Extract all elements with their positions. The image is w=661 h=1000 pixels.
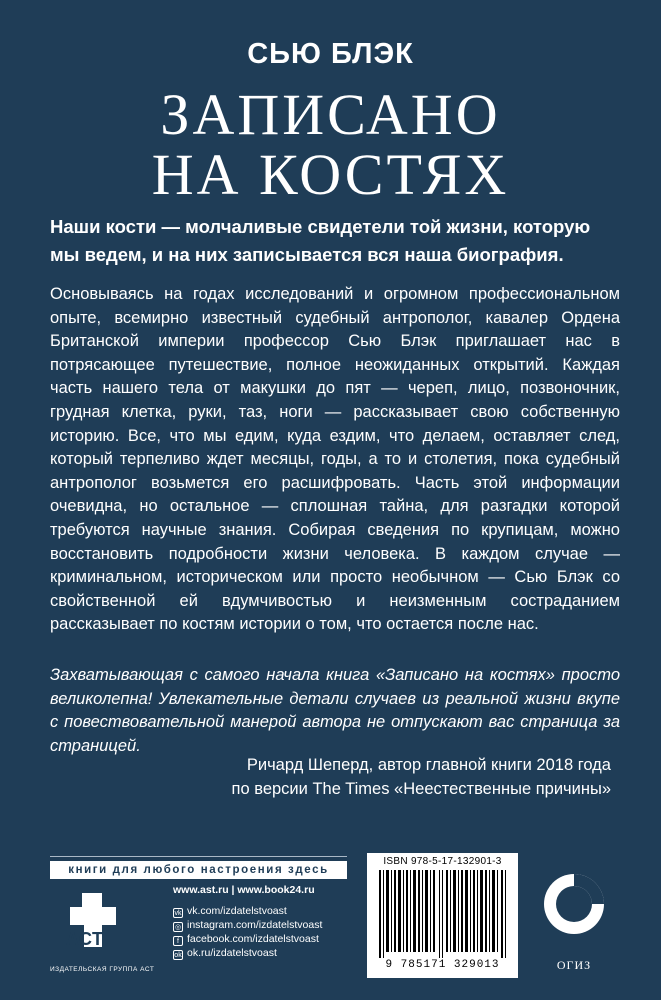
social-link-text: facebook.com/izdatelstvoast (187, 933, 319, 945)
review-attribution (111, 754, 611, 801)
attribution-line-2: по версии The Times «Неестественные причины» (231, 779, 611, 798)
publisher-sites: www.ast.ru | www.book24.ru (173, 884, 315, 896)
book-title-line-1: ЗАПИСАНО (160, 82, 501, 147)
facebook-icon: f (173, 936, 183, 946)
social-link-text: instagram.com/izdatelstvoast (187, 919, 323, 931)
description-text: Основываясь на годах исследований и огромном профессиональном опыте, всемирно известный судебный антрополог, кавалер Ордена Британской империи профессор Сью Блэк приглашает нас в потрясающее путешествие, полное неожиданных открытий. Каждая часть нашего тела от макушки до пят — череп, лицо, позвоночник, грудная клетка, руки, таз, ноги — рассказывает свою собственную историю. Все, что мы едим, куда ездим, что делаем, оставляет след, который терпеливо ждет месяцы, годы, а то и столетия, пока судебный антрополог возьмется его расшифровать. Часть этой информации очевидна, но остальное — сплошная тайна, для разгадки которой требуются научные знания. Собирая сведения по крупицам, можно восстановить подробности жизни человека. В каждом случае — криминальном, историческом или просто необычном — Сью Блэк со свойственной ей вдумчивостью и неизменным состраданием рассказывает по костям истории о том, что остается после нас. (50, 285, 620, 634)
publisher-caption: ИЗДАТЕЛЬСКАЯ ГРУППА АСТ (50, 966, 155, 973)
barcode-number: 9 785171 329013 (385, 959, 500, 971)
social-link-text: vk.com/izdatelstvoast (187, 905, 287, 917)
review-quote: Захватывающая с самого начала книга «Записано на костях» просто великолепна! Увлекательные детали случаев из реальной жизни вкупе с повествовательной манерой автора не отпускают вас страница за страницей. (50, 666, 620, 755)
slogan-banner: книги для любого настроения здесь (50, 861, 347, 879)
vk-icon: vk (174, 910, 182, 917)
barcode-icon (377, 870, 508, 958)
odnoklassniki-icon: ok (174, 952, 182, 959)
instagram-icon: ◎ (174, 924, 182, 931)
book-title-line-2: НА КОСТЯХ (151, 142, 510, 207)
footer-rule (50, 856, 347, 857)
social-link-facebook (173, 932, 322, 946)
social-link-odnoklassniki (173, 946, 322, 960)
social-link-text: ok.ru/izdatelstvoast (187, 947, 277, 959)
lead-paragraph: Наши кости — молчаливые свидетели той жизни, которую мы ведем, и на них записывается вся наша биография. (50, 216, 591, 265)
isbn-label: ISBN 978-5-17-132901-3 (383, 856, 502, 867)
ogiz-logo (538, 860, 610, 960)
social-link-vk (173, 904, 322, 918)
description (50, 283, 620, 637)
ast-logo (52, 885, 152, 955)
ast-logo-text: ACT (66, 929, 103, 949)
author-name: СЬЮ БЛЭК (247, 38, 414, 70)
barcode-box (367, 853, 518, 978)
social-link-instagram (173, 918, 322, 932)
ogiz-label: ОГИЗ (556, 958, 592, 972)
attribution-line-1: Ричард Шеперд, автор главной книги 2018 года (246, 756, 611, 774)
social-links (173, 904, 322, 960)
